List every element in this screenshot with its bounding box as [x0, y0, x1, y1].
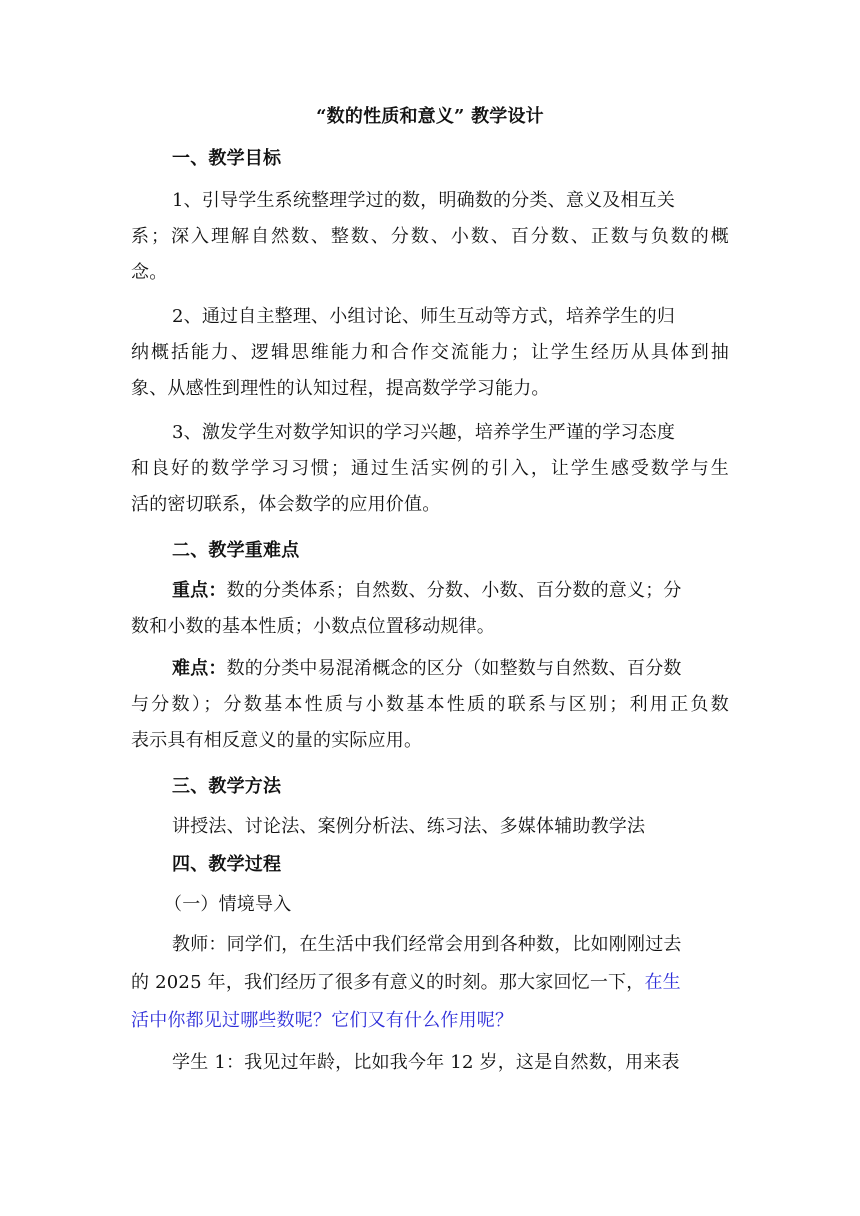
goal-3-line-2: 和良好的数学学习习惯；通过生活实例的引入，让学生感受数学与生 [131, 458, 729, 479]
document-title: “数的性质和意义” 教学设计 [316, 106, 544, 127]
teacher-line-2 [131, 972, 681, 994]
difficulty-line-1 [172, 658, 682, 680]
goal-3-line-3: 活的密切联系，体会数学的应用价值。 [131, 494, 441, 515]
goal-1-line-2: 系；深入理解自然数、整数、分数、小数、百分数、正数与负数的概 [131, 226, 729, 247]
difficulty-label: 难点： [172, 658, 227, 679]
key-point-line-2: 数和小数的基本性质；小数点位置移动规律。 [131, 616, 495, 637]
subsection-intro: （一）情境导入 [164, 894, 292, 915]
goal-1-line-1: 1、引导学生系统整理学过的数，明确数的分类、意义及相互关 [172, 190, 676, 211]
difficulty-line-3: 表示具有相反意义的量的实际应用。 [131, 730, 423, 751]
goal-2-line-1: 2、通过自主整理、小组讨论、师生互动等方式，培养学生的归 [172, 306, 676, 327]
difficulty-line-2: 与分数）；分数基本性质与小数基本性质的联系与区别；利用正负数 [131, 694, 729, 715]
key-point-label: 重点： [172, 580, 227, 601]
goal-3-line-1: 3、激发学生对数学知识的学习兴趣，培养学生严谨的学习态度 [172, 422, 676, 443]
student-1-line-1: 学生 1：我见过年龄，比如我今年 12 岁，这是自然数，用来表 [172, 1052, 680, 1073]
teacher-line-1: 教师：同学们，在生活中我们经常会用到各种数，比如刚刚过去 [172, 934, 682, 955]
goal-1-line-3: 念。 [131, 262, 168, 283]
section-heading-methods: 三、教学方法 [172, 776, 282, 797]
goal-2-line-2: 纳概括能力、逻辑思维能力和合作交流能力；让学生经历从具体到抽 [131, 342, 729, 363]
section-heading-process: 四、教学过程 [172, 854, 282, 875]
section-heading-goals: 一、教学目标 [172, 148, 282, 169]
methods-text: 讲授法、讨论法、案例分析法、练习法、多媒体辅助教学法 [172, 816, 646, 837]
difficulty-text: 数的分类中易混淆概念的区分（如整数与自然数、百分数 [226, 658, 682, 679]
goal-2-line-3: 象、从感性到理性的认知过程，提高数学学习能力。 [131, 378, 550, 399]
teacher-question-line-3: 活中你都见过哪些数呢？它们又有什么作用呢？ [131, 1010, 514, 1031]
key-point-line-1 [172, 580, 682, 602]
section-heading-key-points: 二、教学重难点 [172, 540, 300, 561]
key-point-text: 数的分类体系；自然数、分数、小数、百分数的意义；分 [226, 580, 682, 601]
teacher-question-highlight: 在生 [644, 972, 681, 993]
teacher-line-2-text: 的 2025 年，我们经历了很多有意义的时刻。那大家回忆一下， [131, 972, 645, 993]
